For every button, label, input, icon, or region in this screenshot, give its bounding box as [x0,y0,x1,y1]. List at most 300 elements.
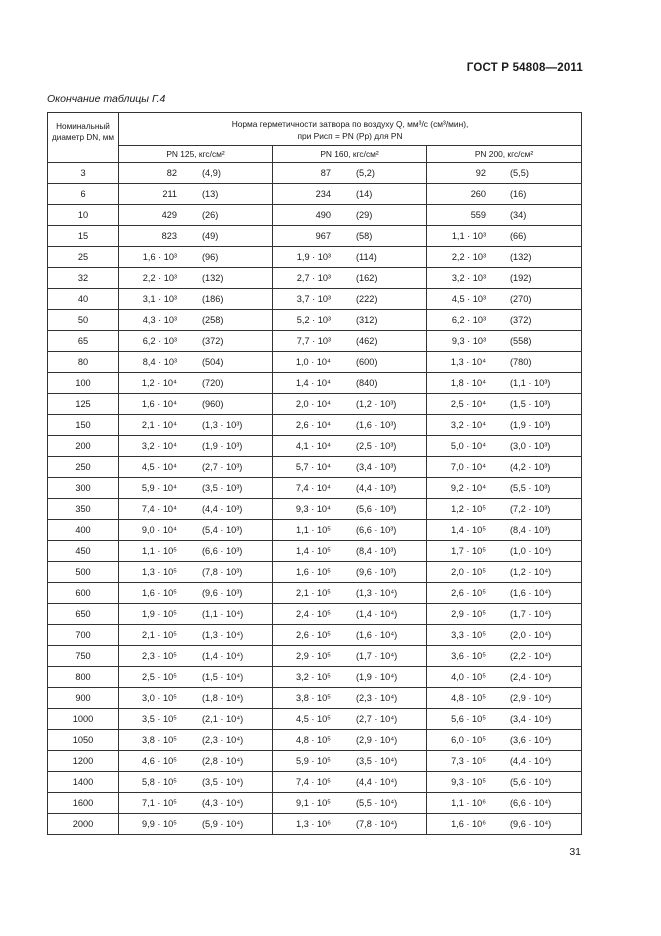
table-row [48,646,582,667]
leakage-cell [273,268,427,289]
leakage-value-alt: (1,5 · 10³) [510,399,551,409]
leakage-value: 3,2 · 10³ [451,273,487,283]
table-caption: Окончание таблицы Г.4 [47,93,166,105]
leakage-value-alt: (960) [202,399,224,409]
leakage-cell [427,604,582,625]
leakage-cell [427,730,582,751]
leakage-cell [273,247,427,268]
leakage-cell [273,604,427,625]
leakage-value: 1,6 · 10⁶ [451,819,487,829]
column-header-pn160: PN 160, кгс/см² [273,146,427,163]
leakage-value-alt: (5,4 · 10³) [202,525,243,535]
table-row [48,709,582,730]
leakage-value: 6,2 · 10³ [142,336,177,346]
column-header-title [119,113,582,146]
leakage-cell [273,709,427,730]
leakage-cell [273,751,427,772]
leakage-value-alt: (2,7 · 10⁴) [356,714,398,724]
leakage-cell [427,772,582,793]
leakage-cell [427,646,582,667]
leakage-cell [273,352,427,373]
leakage-value-alt: (96) [202,252,219,262]
leakage-cell [119,814,273,835]
leakage-value-alt: (222) [356,294,378,304]
leakage-value-alt: (3,5 · 10⁴) [202,777,244,787]
dn-cell: 65 [48,331,119,352]
table-row [48,352,582,373]
leakage-value: 3,2 · 10⁴ [450,420,487,430]
table-row [48,520,582,541]
leakage-value-alt: (9,6 · 10³) [356,567,397,577]
leakage-value: 92 [475,168,487,178]
leakage-value: 1,4 · 10⁵ [451,525,487,535]
leakage-value-alt: (132) [202,273,224,283]
table-row [48,583,582,604]
standard-header: ГОСТ Р 54808—2011 [466,62,583,74]
leakage-value-alt: (8,4 · 10³) [356,546,397,556]
leakage-value: 1,4 · 10⁵ [296,546,331,556]
leakage-cell [119,352,273,373]
leakage-cell [427,583,582,604]
leakage-cell [427,184,582,205]
leakage-value: 3,2 · 10⁴ [141,441,177,451]
table-row [48,373,582,394]
leakage-cell [273,394,427,415]
leakage-cell [427,520,582,541]
dn-cell: 1600 [48,793,119,814]
leakage-value: 9,3 · 10⁴ [295,504,331,514]
leakage-value-alt: (720) [202,378,224,388]
leakage-value-alt: (5,5) [510,168,529,178]
leakage-value: 823 [161,231,177,241]
leakage-cell [273,499,427,520]
leakage-value: 2,1 · 10⁴ [141,420,177,430]
leakage-cell [273,625,427,646]
leakage-value-alt: (2,2 · 10⁴) [510,651,552,661]
leakage-value-alt: (162) [356,273,378,283]
leakage-cell [119,436,273,457]
dn-cell: 350 [48,499,119,520]
leakage-value: 82 [166,168,177,178]
table-row [48,751,582,772]
leakage-value-alt: (7,2 · 10³) [510,504,551,514]
leakage-value: 2,0 · 10⁵ [451,567,487,577]
dn-cell: 32 [48,268,119,289]
leakage-cell [427,289,582,310]
leakage-value-alt: (558) [510,336,532,346]
table-row [48,184,582,205]
leakage-value-alt: (29) [356,210,373,220]
leakage-cell [119,793,273,814]
table-row [48,667,582,688]
leakage-value-alt: (6,6 · 10³) [202,546,243,556]
leakage-value-alt: (7,8 · 10³) [202,567,243,577]
leakage-value-alt: (1,1 · 10⁴) [202,609,244,619]
leakage-value: 1,3 · 10⁵ [142,567,177,577]
leakage-cell [119,205,273,226]
leakage-value-alt: (6,6 · 10⁴) [510,798,552,808]
leakage-value-alt: (1,4 · 10⁴) [356,609,398,619]
column-header-title-line1: Норма герметичности затвора по воздуху Q, мм³/с (см³/мин), [231,119,469,129]
leakage-cell [119,751,273,772]
leakage-cell [427,709,582,730]
leakage-value-alt: (372) [510,315,532,325]
leakage-cell [119,373,273,394]
leakage-cell [273,772,427,793]
dn-cell: 900 [48,688,119,709]
leakage-value: 429 [161,210,177,220]
dn-cell: 6 [48,184,119,205]
leakage-value-alt: (2,0 · 10⁴) [510,630,552,640]
leakage-cell [273,289,427,310]
leakage-value-alt: (49) [202,231,219,241]
leakage-value: 3,1 · 10³ [142,294,177,304]
table-row [48,688,582,709]
dn-cell: 80 [48,352,119,373]
leakage-value: 2,1 · 10⁵ [142,630,177,640]
dn-cell: 300 [48,478,119,499]
leakage-cell [119,289,273,310]
leakage-value-alt: (2,1 · 10⁴) [202,714,244,724]
leakage-value: 6,0 · 10⁵ [451,735,487,745]
leakage-value-alt: (4,4 · 10³) [202,504,243,514]
leakage-value-alt: (58) [356,231,373,241]
dn-cell: 400 [48,520,119,541]
leakage-value-alt: (132) [510,252,532,262]
leakage-cell [119,415,273,436]
leakage-value: 4,5 · 10⁴ [141,462,177,472]
leakage-value: 2,2 · 10³ [142,273,177,283]
leakage-value: 4,5 · 10⁵ [296,714,331,724]
table-row [48,415,582,436]
leakage-value: 2,5 · 10⁴ [450,399,487,409]
leakage-value-alt: (2,5 · 10³) [356,441,397,451]
table-row [48,478,582,499]
leakage-value-alt: (5,6 · 10³) [356,504,397,514]
leakage-value: 7,4 · 10⁴ [295,483,331,493]
leakage-value-alt: (2,9 · 10⁴) [356,735,398,745]
leakage-cell [273,478,427,499]
leakage-cell [273,226,427,247]
leakage-value: 6,2 · 10³ [451,315,487,325]
leakage-value-alt: (2,9 · 10⁴) [510,693,552,703]
leakage-value-alt: (258) [202,315,224,325]
dn-cell: 750 [48,646,119,667]
leakage-value: 2,5 · 10⁵ [142,672,177,682]
table-row [48,499,582,520]
leakage-value-alt: (6,6 · 10³) [356,525,397,535]
table-row [48,814,582,835]
leakage-cell [119,709,273,730]
table-row [48,394,582,415]
leakage-cell [273,415,427,436]
leakage-value-alt: (1,8 · 10⁴) [202,693,244,703]
leakage-value: 1,9 · 10³ [296,252,331,262]
leakage-value: 1,9 · 10⁵ [142,609,177,619]
leakage-cell [119,226,273,247]
leakage-value-alt: (9,6 · 10³) [202,588,243,598]
leakage-value: 2,9 · 10⁵ [296,651,331,661]
leakage-cell [427,310,582,331]
leakage-cell [119,772,273,793]
table-row [48,604,582,625]
column-header-title-line2: при Pисп = PN (Pp) для PN [297,131,403,141]
leakage-value-alt: (1,4 · 10⁴) [202,651,244,661]
leakage-value-alt: (7,8 · 10⁴) [356,819,398,829]
leakage-value-alt: (2,3 · 10⁴) [202,735,244,745]
leakage-value: 1,6 · 10³ [142,252,177,262]
leakage-value-alt: (312) [356,315,378,325]
leakage-cell [273,331,427,352]
leakage-cell [119,625,273,646]
leakage-value: 4,1 · 10⁴ [295,441,331,451]
leakage-cell [119,499,273,520]
table-row [48,331,582,352]
leakage-cell [273,373,427,394]
leakage-cell [273,310,427,331]
dn-cell: 250 [48,457,119,478]
leakage-value: 3,7 · 10³ [296,294,331,304]
leakage-value: 9,3 · 10⁵ [451,777,487,787]
leakage-value-alt: (114) [356,252,377,262]
leakage-value: 4,5 · 10³ [451,294,487,304]
leakage-value: 1,6 · 10⁵ [296,567,331,577]
leakage-value-alt: (504) [202,357,224,367]
leakage-value: 2,6 · 10⁴ [295,420,331,430]
table-row [48,772,582,793]
leakage-cell [427,226,582,247]
leakage-value: 2,7 · 10³ [296,273,331,283]
leakage-cell [119,457,273,478]
dn-cell: 1050 [48,730,119,751]
leakage-cell [427,205,582,226]
table-row [48,247,582,268]
leakage-value-alt: (5,6 · 10⁴) [510,777,552,787]
dn-cell: 1400 [48,772,119,793]
leakage-value: 2,4 · 10⁵ [296,609,331,619]
leakage-value: 3,2 · 10⁵ [296,672,331,682]
leakage-value-alt: (2,3 · 10⁴) [356,693,398,703]
leakage-value: 559 [470,210,487,220]
column-header-pn200: PN 200, кгс/см² [427,146,582,163]
leakage-value: 1,1 · 10⁵ [296,525,331,535]
leakage-value-alt: (34) [510,210,527,220]
leakage-value-alt: (186) [202,294,224,304]
table-row [48,226,582,247]
leakage-cell [427,541,582,562]
table-row [48,268,582,289]
leakage-cell [119,667,273,688]
leakage-value: 9,3 · 10³ [451,336,487,346]
leakage-cell [119,394,273,415]
leakage-value: 234 [315,189,331,199]
dn-cell: 650 [48,604,119,625]
leakage-value: 1,1 · 10³ [451,231,487,241]
leakage-value: 5,7 · 10⁴ [295,462,331,472]
dn-cell: 600 [48,583,119,604]
leakage-value-alt: (26) [202,210,219,220]
leakage-value: 87 [320,168,331,178]
leakage-cell [119,331,273,352]
leakage-value: 5,9 · 10⁴ [141,483,177,493]
leakage-cell [119,583,273,604]
leakage-value-alt: (1,9 · 10³) [510,420,551,430]
leakage-cell [273,163,427,184]
leakage-value: 4,8 · 10⁵ [451,693,487,703]
leakage-cell [119,184,273,205]
leakage-value: 1,0 · 10⁴ [295,357,331,367]
leakage-value: 5,0 · 10⁴ [450,441,487,451]
dn-cell: 100 [48,373,119,394]
leakage-value: 1,6 · 10⁴ [141,399,177,409]
leakage-value-alt: (3,4 · 10⁴) [510,714,552,724]
leakage-cell [273,646,427,667]
table-row [48,436,582,457]
leakage-value-alt: (2,7 · 10³) [202,462,243,472]
leakage-value: 4,3 · 10³ [142,315,177,325]
leakage-value-alt: (3,5 · 10³) [202,483,243,493]
leakage-cell [273,184,427,205]
leakage-cell [427,751,582,772]
leakage-value: 1,2 · 10⁴ [141,378,177,388]
leakage-value: 1,8 · 10⁴ [450,378,487,388]
leakage-value-alt: (1,2 · 10³) [356,399,397,409]
leakage-value-alt: (4,2 · 10³) [510,462,551,472]
leakage-value-alt: (1,9 · 10⁴) [356,672,398,682]
leakage-value-alt: (1,6 · 10³) [356,420,397,430]
table-body [48,163,582,835]
leakage-value-alt: (192) [510,273,532,283]
leakage-value-alt: (5,9 · 10⁴) [202,819,244,829]
leakage-value-alt: (600) [356,357,378,367]
leakage-value: 7,4 · 10⁴ [141,504,177,514]
table-row [48,562,582,583]
leakage-value-alt: (3,4 · 10³) [356,462,397,472]
leakage-value-alt: (66) [510,231,527,241]
leakage-cell [427,814,582,835]
leakage-value-alt: (1,6 · 10⁴) [510,588,552,598]
leakage-cell [427,373,582,394]
leakage-cell [427,352,582,373]
dn-cell: 450 [48,541,119,562]
leakage-value: 7,0 · 10⁴ [450,462,487,472]
table-row [48,541,582,562]
leakage-cell [427,394,582,415]
leakage-value: 1,3 · 10⁴ [450,357,487,367]
table-row [48,310,582,331]
leakage-cell [119,541,273,562]
leakage-value: 4,0 · 10⁵ [451,672,487,682]
leakage-value: 2,2 · 10³ [451,252,487,262]
leakage-cell [273,793,427,814]
leakage-cell [427,247,582,268]
leakage-value-alt: (4,3 · 10⁴) [202,798,244,808]
leakage-value: 2,3 · 10⁵ [142,651,177,661]
leakage-cell [427,625,582,646]
leakage-value-alt: (1,7 · 10⁴) [510,609,552,619]
leakage-cell [119,310,273,331]
dn-cell: 10 [48,205,119,226]
dn-cell: 150 [48,415,119,436]
leakage-value: 2,0 · 10⁴ [295,399,331,409]
leakage-cell [273,457,427,478]
leakage-value: 5,2 · 10³ [296,315,331,325]
leakage-value: 5,9 · 10⁵ [296,756,331,766]
leakage-cell [119,520,273,541]
dn-cell: 25 [48,247,119,268]
leakage-value-alt: (270) [510,294,532,304]
dn-cell: 40 [48,289,119,310]
table-row [48,625,582,646]
leakage-value-alt: (5,2) [356,168,375,178]
leakage-value: 9,0 · 10⁴ [141,525,177,535]
leakage-value-alt: (14) [356,189,373,199]
leakage-value: 3,5 · 10⁵ [142,714,177,724]
leakage-cell [119,730,273,751]
leakage-cell [273,436,427,457]
leakage-value-alt: (1,3 · 10³) [202,420,243,430]
leakage-value-alt: (4,9) [202,168,221,178]
dn-cell: 15 [48,226,119,247]
leakage-value: 7,4 · 10⁵ [296,777,331,787]
table-row [48,163,582,184]
dn-cell: 500 [48,562,119,583]
leakage-value: 7,1 · 10⁵ [142,798,177,808]
dn-cell: 2000 [48,814,119,835]
leakage-cell [119,562,273,583]
leakage-value: 9,9 · 10⁵ [142,819,177,829]
dn-cell: 1000 [48,709,119,730]
leakage-value: 1,7 · 10⁵ [451,546,487,556]
leakage-value: 211 [162,189,177,199]
leakage-value: 967 [315,231,331,241]
leakage-value: 1,3 · 10⁶ [296,819,331,829]
dn-cell: 700 [48,625,119,646]
leakage-value: 3,3 · 10⁵ [451,630,487,640]
leakage-value: 2,6 · 10⁵ [451,588,487,598]
leakage-value-alt: (4,4 · 10⁴) [356,777,398,787]
leakage-value: 9,2 · 10⁴ [450,483,487,493]
leakage-value: 1,4 · 10⁴ [295,378,331,388]
leakage-cell [273,688,427,709]
leakage-cell [119,688,273,709]
leakage-value-alt: (1,1 · 10³) [510,378,551,388]
leakage-value: 260 [470,189,487,199]
leakage-value: 1,2 · 10⁵ [451,504,487,514]
leakage-value: 9,1 · 10⁵ [296,798,331,808]
leakage-cell [119,268,273,289]
leakage-cell [273,541,427,562]
table-row [48,457,582,478]
leakage-value: 4,6 · 10⁵ [142,756,177,766]
table-row [48,793,582,814]
leakage-value-alt: (1,9 · 10³) [202,441,243,451]
leakage-cell [119,478,273,499]
column-header-pn125: PN 125, кгс/см² [119,146,273,163]
leakage-value: 7,7 · 10³ [296,336,331,346]
leakage-value: 1,1 · 10⁶ [451,798,487,808]
leakage-cell [119,163,273,184]
dn-cell: 200 [48,436,119,457]
leakage-cell [427,793,582,814]
dn-cell: 125 [48,394,119,415]
leakage-value-alt: (4,4 · 10³) [356,483,397,493]
leakage-value-alt: (1,3 · 10⁴) [202,630,244,640]
leakage-cell [427,436,582,457]
dn-cell: 800 [48,667,119,688]
leakage-value: 5,6 · 10⁵ [451,714,487,724]
leakage-cell [119,604,273,625]
